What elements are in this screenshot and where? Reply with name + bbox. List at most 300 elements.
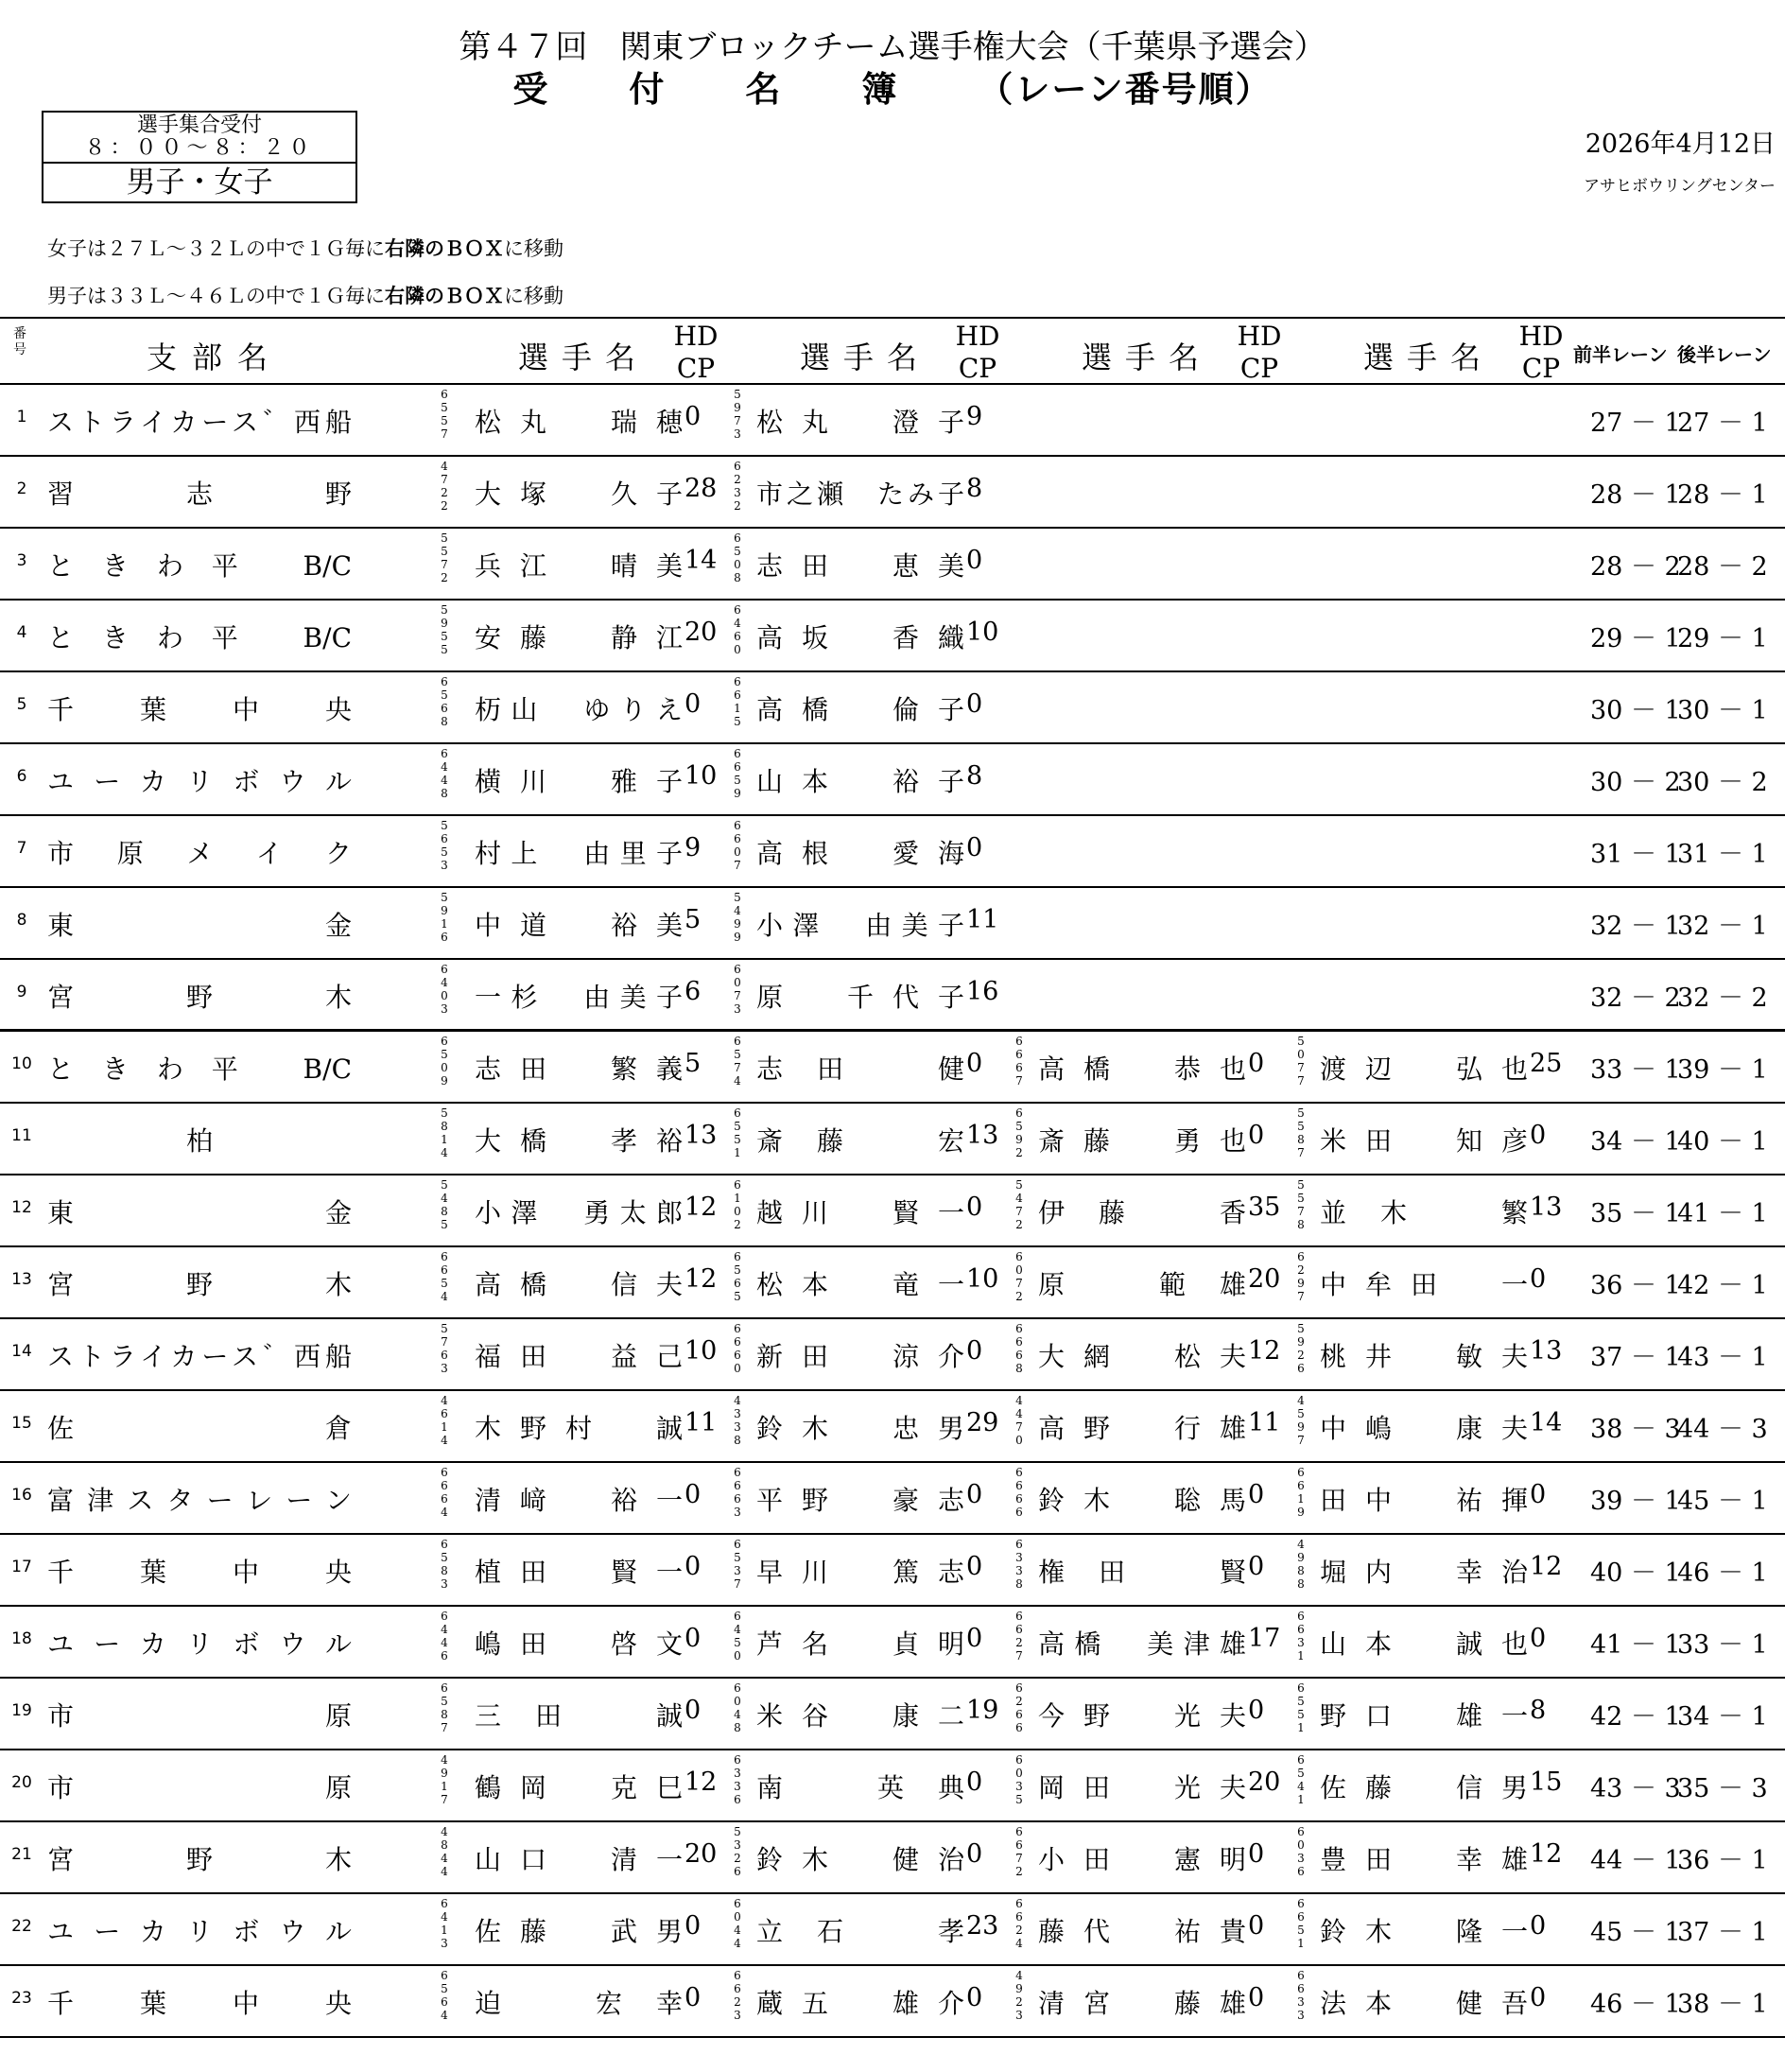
lane-second: 28 － 2 [1677, 552, 1768, 582]
player-hdcp: 13 [966, 1121, 999, 1150]
row-number: 8 [16, 911, 27, 930]
player-hdcp: 0 [966, 1839, 983, 1869]
player-name: 清宮 藤雄 [1038, 1988, 1246, 2019]
header-hdcp-2: HD CP [955, 321, 1000, 384]
player-hdcp: 0 [966, 1767, 983, 1797]
reception-time: ８：００～８：２０ [43, 137, 355, 164]
player-hdcp: 15 [1530, 1767, 1563, 1797]
player-id: 5916 [441, 891, 448, 944]
table-row [0, 672, 1785, 744]
player-id: 6551 [734, 1106, 741, 1159]
player-hdcp: 28 [685, 474, 718, 503]
row-number: 9 [16, 983, 27, 1001]
player-id: 6102 [734, 1178, 741, 1231]
player-hdcp: 29 [966, 1408, 999, 1437]
player-name: 越川 賢一 [756, 1197, 964, 1228]
player-id: 6072 [1015, 1250, 1023, 1303]
row-number: 5 [16, 695, 27, 714]
branch-name: 千葉中央 [47, 1988, 352, 2019]
row-number: 20 [11, 1773, 32, 1792]
player-name: 米谷 康二 [756, 1700, 964, 1732]
player-name: 山本 裕子 [756, 766, 964, 797]
lane-first: 27 － 1 [1590, 409, 1681, 438]
player-name: 野口 雄一 [1320, 1700, 1528, 1732]
player-hdcp: 0 [966, 1193, 983, 1222]
player-name: 鈴木 隆一 [1320, 1916, 1528, 1947]
player-id: 4844 [441, 1825, 448, 1878]
row-number: 21 [11, 1845, 32, 1864]
player-name: 鈴木 忠男 [756, 1413, 964, 1444]
lane-first: 38 － 3 [1590, 1415, 1681, 1444]
player-hdcp: 13 [1530, 1336, 1563, 1366]
player-name: 渡辺 弘也 [1320, 1053, 1528, 1085]
player-name: 植田 賢一 [475, 1557, 683, 1588]
table-row [0, 529, 1785, 601]
player-hdcp: 5 [685, 905, 702, 934]
lane-first: 32 － 2 [1590, 984, 1681, 1013]
player-name: 兵江 晴美 [475, 550, 683, 582]
player-id: 6667 [1015, 1035, 1023, 1088]
table-row [0, 1607, 1785, 1679]
branch-name: 市原 [47, 1700, 352, 1732]
player-name: 一杉 由美子 [475, 982, 683, 1013]
player-id: 6574 [734, 1035, 741, 1088]
player-id: 6624 [1015, 1897, 1023, 1950]
player-hdcp: 14 [685, 546, 718, 575]
player-name: 市之瀬 たみ子 [756, 479, 964, 510]
lane-second: 34 － 1 [1677, 1702, 1768, 1732]
lane-first: 45 － 1 [1590, 1918, 1681, 1947]
row-number: 1 [16, 408, 27, 427]
player-name: 志田 繁義 [475, 1053, 683, 1085]
player-id: 5926 [1297, 1322, 1305, 1375]
player-name: 斎藤 宏 [756, 1125, 964, 1157]
player-name: 高根 愛海 [756, 838, 964, 869]
header-lane-second: 後半レーン [1677, 343, 1772, 366]
player-name: 嶋田 啓文 [475, 1628, 683, 1660]
branch-name: ときわ平 B/C [47, 550, 352, 582]
player-hdcp: 0 [1530, 1911, 1547, 1941]
player-name: 中嶋 康夫 [1320, 1413, 1528, 1444]
lane-first: 31 － 1 [1590, 840, 1681, 869]
player-id: 4722 [441, 460, 448, 513]
player-id: 6537 [734, 1538, 741, 1591]
player-name: 横川 雅子 [475, 766, 683, 797]
player-hdcp: 19 [966, 1696, 999, 1725]
lane-second: 46 － 1 [1677, 1558, 1768, 1588]
player-id: 6450 [734, 1610, 741, 1663]
page-title: 第４７回 関東ブロックチーム選手権大会（千葉県予選会） [459, 28, 1326, 66]
player-hdcp: 10 [685, 761, 718, 791]
lane-second: 28 － 1 [1677, 480, 1768, 510]
table-row [0, 1247, 1785, 1319]
player-id: 5485 [441, 1178, 448, 1231]
header-number: 番号 [13, 326, 26, 357]
note-men: 男子は３３Ｌ～４６Ｌの中で１Ｇ毎に右隣のＢＯＸに移動 [47, 284, 563, 307]
player-name: 山口 清一 [475, 1844, 683, 1875]
player-id: 6564 [441, 1969, 448, 2022]
player-hdcp: 8 [1530, 1696, 1547, 1725]
table-row [0, 888, 1785, 960]
player-id: 6297 [1297, 1250, 1305, 1303]
table-row [0, 744, 1785, 816]
player-id: 6659 [734, 747, 741, 800]
branch-name: 宮野木 [47, 982, 352, 1013]
player-id: 6413 [441, 1897, 448, 1950]
player-hdcp: 10 [966, 618, 999, 647]
player-hdcp: 0 [966, 1480, 983, 1509]
player-id: 6448 [441, 747, 448, 800]
branch-name: ストライカース゛西船 [47, 407, 352, 438]
player-name: 伊藤 香 [1038, 1197, 1246, 1228]
player-name: 高野 行雄 [1038, 1413, 1246, 1444]
row-number: 17 [11, 1558, 32, 1576]
table-row [0, 1822, 1785, 1894]
player-id: 5814 [441, 1106, 448, 1159]
row-number: 4 [16, 623, 27, 642]
player-name: 山本 誠也 [1320, 1628, 1528, 1660]
player-id: 5326 [734, 1825, 741, 1878]
player-id: 6633 [1297, 1969, 1305, 2022]
player-name: 原 千代子 [756, 982, 964, 1013]
player-hdcp: 11 [685, 1408, 718, 1437]
player-hdcp: 11 [966, 905, 999, 934]
player-name: 高橋 恭也 [1038, 1053, 1246, 1085]
player-hdcp: 0 [685, 689, 702, 719]
branch-name: ユーカリボウル [47, 1916, 352, 1947]
player-hdcp: 20 [685, 1839, 718, 1869]
subtitle-word: 簿 [861, 68, 899, 110]
player-hdcp: 13 [685, 1121, 718, 1150]
row-number: 10 [11, 1054, 32, 1073]
row-number: 16 [11, 1486, 32, 1505]
player-id: 5578 [1297, 1178, 1305, 1231]
player-name: 新田 涼介 [756, 1341, 964, 1372]
player-name: 岡田 光夫 [1038, 1772, 1246, 1803]
player-hdcp: 0 [966, 1552, 983, 1581]
lane-first: 41 － 1 [1590, 1630, 1681, 1660]
lane-second: 33 － 1 [1677, 1630, 1768, 1660]
lane-second: 30 － 2 [1677, 768, 1768, 797]
player-hdcp: 0 [1530, 1983, 1547, 2012]
table-row [0, 1319, 1785, 1391]
player-hdcp: 0 [685, 1911, 702, 1941]
player-id: 6048 [734, 1681, 741, 1734]
lane-second: 45 － 1 [1677, 1487, 1768, 1516]
player-name: 南 英典 [756, 1772, 964, 1803]
player-id: 6036 [1297, 1825, 1305, 1878]
lane-first: 35 － 1 [1590, 1199, 1681, 1228]
branch-name: 佐倉 [47, 1413, 352, 1444]
player-id: 5077 [1297, 1035, 1305, 1088]
player-name: 松本 竜一 [756, 1269, 964, 1300]
header-player-1: 選手名 [518, 340, 650, 375]
player-id: 5955 [441, 603, 448, 656]
table-row [0, 1175, 1785, 1247]
player-name: 中牟田 一 [1320, 1269, 1528, 1300]
table-row [0, 1104, 1785, 1175]
player-id: 6583 [441, 1538, 448, 1591]
reception-label: 選手集合受付 [136, 113, 262, 137]
player-hdcp: 11 [1248, 1408, 1281, 1437]
header-lane-first: 前半レーン [1573, 343, 1668, 366]
player-hdcp: 20 [1248, 1767, 1281, 1797]
player-hdcp: 0 [685, 1624, 702, 1653]
player-id: 6509 [441, 1035, 448, 1088]
lane-second: 35 － 3 [1677, 1774, 1768, 1803]
player-id: 6615 [734, 675, 741, 728]
player-hdcp: 12 [1530, 1552, 1563, 1581]
row-number: 7 [16, 839, 27, 858]
lane-first: 43 － 3 [1590, 1774, 1681, 1803]
player-name: 佐藤 武男 [475, 1916, 683, 1947]
branch-name: 市原 [47, 1772, 352, 1803]
row-number: 23 [11, 1989, 32, 2008]
player-hdcp: 25 [1530, 1049, 1563, 1078]
player-id: 6551 [1297, 1681, 1305, 1734]
lane-second: 43 － 1 [1677, 1343, 1768, 1372]
lane-first: 37 － 1 [1590, 1343, 1681, 1372]
player-name: 大橋 孝裕 [475, 1125, 683, 1157]
player-id: 4338 [734, 1394, 741, 1447]
player-hdcp: 9 [966, 402, 983, 431]
subtitle-word: （レーン番号順） [978, 68, 1273, 110]
lane-first: 28 － 2 [1590, 552, 1681, 582]
player-name: 松丸 瑞穂 [475, 407, 683, 438]
player-id: 6654 [441, 1250, 448, 1303]
player-id: 6541 [1297, 1753, 1305, 1806]
reception-division: 男子・女子 [126, 165, 273, 200]
player-id: 6338 [1015, 1538, 1023, 1591]
player-hdcp: 20 [685, 618, 718, 647]
player-hdcp: 0 [685, 1983, 702, 2012]
player-hdcp: 14 [1530, 1408, 1563, 1437]
player-id: 6568 [441, 675, 448, 728]
lane-first: 39 － 1 [1590, 1487, 1681, 1516]
branch-name: ときわ平 B/C [47, 1053, 352, 1085]
player-hdcp: 12 [685, 1767, 718, 1797]
player-id: 6666 [1015, 1466, 1023, 1519]
player-hdcp: 13 [1530, 1193, 1563, 1222]
player-name: 鈴木 健治 [756, 1844, 964, 1875]
row-number: 11 [11, 1126, 32, 1145]
player-hdcp: 8 [966, 761, 983, 791]
lane-first: 29 － 1 [1590, 624, 1681, 653]
table-row [0, 1391, 1785, 1463]
lane-second: 40 － 1 [1677, 1127, 1768, 1157]
table-row [0, 601, 1785, 672]
table-row [0, 457, 1785, 529]
player-name: 小澤 勇太郎 [475, 1197, 683, 1228]
player-id: 5472 [1015, 1178, 1023, 1231]
table-row [0, 1894, 1785, 1966]
player-id: 6336 [734, 1753, 741, 1806]
player-name: 高坂 香織 [756, 622, 964, 653]
branch-name: 千葉中央 [47, 1557, 352, 1588]
lane-second: 39 － 1 [1677, 1055, 1768, 1085]
player-id: 6619 [1297, 1466, 1305, 1519]
player-name: 高橋 信夫 [475, 1269, 683, 1300]
player-hdcp: 0 [1530, 1624, 1547, 1653]
branch-name: ユーカリボウル [47, 1628, 352, 1660]
branch-name: 東金 [47, 1197, 352, 1228]
player-id: 6073 [734, 963, 741, 1016]
row-number: 12 [11, 1198, 32, 1217]
player-hdcp: 0 [1248, 1552, 1265, 1581]
branch-name: ときわ平 B/C [47, 622, 352, 653]
player-id: 4597 [1297, 1394, 1305, 1447]
player-name: 志田 健 [756, 1053, 964, 1085]
player-hdcp: 0 [966, 689, 983, 719]
row-number: 2 [16, 479, 27, 498]
row-number: 22 [11, 1917, 32, 1936]
player-name: 福田 益己 [475, 1341, 683, 1372]
player-id: 6668 [1015, 1322, 1023, 1375]
table-row [0, 385, 1785, 457]
player-name: 豊田 幸雄 [1320, 1844, 1528, 1875]
table-row [0, 1679, 1785, 1750]
lane-second: 31 － 1 [1677, 840, 1768, 869]
player-hdcp: 0 [1530, 1264, 1547, 1294]
lane-second: 30 － 1 [1677, 696, 1768, 725]
player-hdcp: 16 [966, 977, 999, 1006]
player-id: 6266 [1015, 1681, 1023, 1734]
player-hdcp: 0 [966, 1983, 983, 2012]
player-name: 木野村 誠 [475, 1413, 683, 1444]
player-name: 鈴木 聡馬 [1038, 1485, 1246, 1516]
player-id: 6035 [1015, 1753, 1023, 1806]
player-hdcp: 0 [685, 1552, 702, 1581]
lane-first: 46 － 1 [1590, 1990, 1681, 2019]
player-id: 5572 [441, 531, 448, 584]
branch-name: 宮野木 [47, 1269, 352, 1300]
row-number: 13 [11, 1270, 32, 1289]
table-row [0, 960, 1785, 1032]
lane-first: 30 － 2 [1590, 768, 1681, 797]
row-number: 6 [16, 767, 27, 786]
player-name: 清﨑 裕一 [475, 1485, 683, 1516]
player-hdcp: 17 [1248, 1624, 1281, 1653]
lane-first: 36 － 1 [1590, 1271, 1681, 1300]
player-name: 村上 由里子 [475, 838, 683, 869]
lane-first: 28 － 1 [1590, 480, 1681, 510]
player-id: 6651 [1297, 1897, 1305, 1950]
branch-name: 市原メイク [47, 838, 352, 869]
lane-second: 44 － 3 [1677, 1415, 1768, 1444]
table-row [0, 1032, 1785, 1104]
player-hdcp: 0 [1248, 1696, 1265, 1725]
player-hdcp: 23 [966, 1911, 999, 1941]
player-hdcp: 0 [966, 833, 983, 862]
player-id: 4917 [441, 1753, 448, 1806]
player-name: 芦名 貞明 [756, 1628, 964, 1660]
player-name: 小澤 由美子 [756, 910, 964, 941]
player-id: 5587 [1297, 1106, 1305, 1159]
player-id: 6557 [441, 388, 448, 441]
venue-name: アサヒボウリングセンター [1584, 177, 1776, 196]
player-id: 4988 [1297, 1538, 1305, 1591]
row-number: 19 [11, 1701, 32, 1720]
player-name: 佐藤 信男 [1320, 1772, 1528, 1803]
event-date: 2026年4月12日 [1585, 130, 1776, 159]
player-id: 6663 [734, 1466, 741, 1519]
reception-box [42, 111, 357, 203]
branch-name: 富津スターレーン [47, 1485, 352, 1516]
player-name: 鶴岡 克巳 [475, 1772, 683, 1803]
row-number: 15 [11, 1414, 32, 1433]
player-hdcp: 20 [1248, 1264, 1281, 1294]
branch-name: 柏 [185, 1125, 213, 1157]
lane-first: 33 － 1 [1590, 1055, 1681, 1085]
player-name: 三田 誠 [475, 1700, 683, 1732]
player-name: 権田 賢 [1038, 1557, 1246, 1588]
player-id: 6587 [441, 1681, 448, 1734]
player-hdcp: 0 [685, 1480, 702, 1509]
branch-name: ユーカリボウル [47, 766, 352, 797]
subtitle-word: 名 [745, 68, 783, 110]
player-name: 米田 知彦 [1320, 1125, 1528, 1157]
lane-second: 42 － 1 [1677, 1271, 1768, 1300]
table-header [0, 317, 1785, 385]
player-hdcp: 0 [1248, 1911, 1265, 1941]
player-hdcp: 0 [1248, 1121, 1265, 1150]
header-player-3: 選手名 [1082, 340, 1213, 375]
player-id: 6446 [441, 1610, 448, 1663]
branch-name: 宮野木 [47, 1844, 352, 1875]
player-hdcp: 6 [685, 977, 702, 1006]
lane-first: 44 － 1 [1590, 1846, 1681, 1875]
player-hdcp: 0 [1248, 1480, 1265, 1509]
player-name: 杤山 ゆりえ [475, 694, 683, 725]
player-name: 蔵五 雄介 [756, 1988, 964, 2019]
header-hdcp-1: HD CP [673, 321, 719, 384]
branch-name: 千葉中央 [47, 694, 352, 725]
player-id: 6460 [734, 603, 741, 656]
player-id: 5973 [734, 388, 741, 441]
player-hdcp: 0 [1248, 1049, 1265, 1078]
player-id: 6607 [734, 819, 741, 872]
header-branch: 支部名 [147, 340, 284, 375]
player-hdcp: 0 [1248, 1983, 1265, 2012]
player-name: 小田 憲明 [1038, 1844, 1246, 1875]
note-women: 女子は２７Ｌ～３２Ｌの中で１Ｇ毎に右隣のＢＯＸに移動 [47, 236, 563, 260]
player-hdcp: 0 [966, 1336, 983, 1366]
player-id: 6044 [734, 1897, 741, 1950]
lane-second: 32 － 2 [1677, 984, 1768, 1013]
header-hdcp-3: HD CP [1237, 321, 1282, 384]
lane-second: 36 － 1 [1677, 1846, 1768, 1875]
player-hdcp: 0 [966, 1624, 983, 1653]
player-id: 6664 [441, 1466, 448, 1519]
table-row [0, 1750, 1785, 1822]
player-id: 6623 [734, 1969, 741, 2022]
player-name: 堀内 幸治 [1320, 1557, 1528, 1588]
header-player-2: 選手名 [800, 340, 931, 375]
player-hdcp: 5 [685, 1049, 702, 1078]
player-hdcp: 12 [685, 1264, 718, 1294]
player-name: 桃井 敏夫 [1320, 1341, 1528, 1372]
player-id: 4923 [1015, 1969, 1023, 2022]
player-name: 大塚 久子 [475, 479, 683, 510]
player-name: 高橋 倫子 [756, 694, 964, 725]
player-name: 高橋 美津雄 [1038, 1628, 1246, 1660]
lane-second: 41 － 1 [1677, 1199, 1768, 1228]
header-hdcp-4: HD CP [1518, 321, 1564, 384]
player-hdcp: 35 [1248, 1193, 1281, 1222]
lane-second: 37 － 1 [1677, 1918, 1768, 1947]
table-row [0, 1463, 1785, 1535]
player-id: 6403 [441, 963, 448, 1016]
